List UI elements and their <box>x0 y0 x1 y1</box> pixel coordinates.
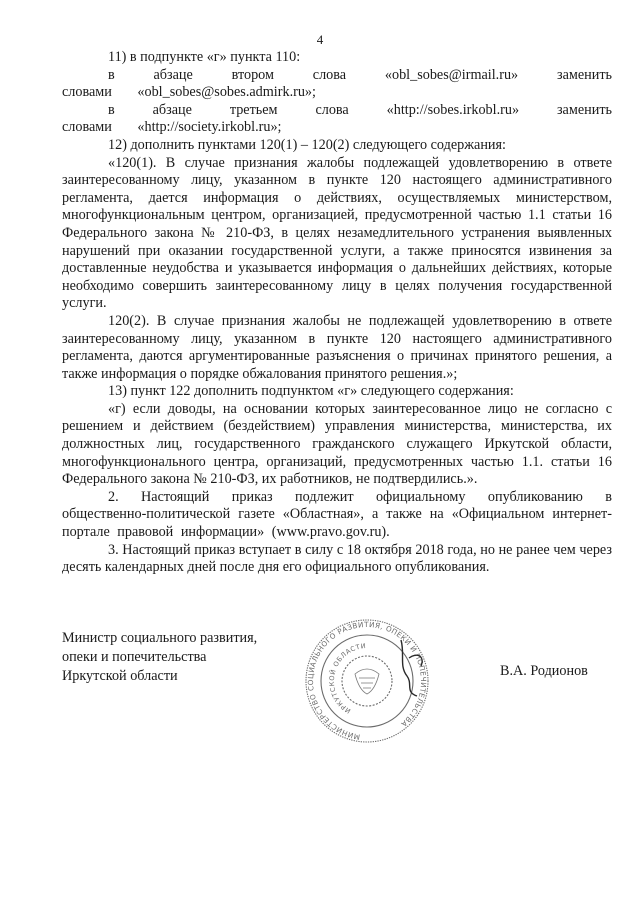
paragraph-120-1: «120(1). В случае признания жалобы подлежащей удовлетворению в ответе заинтересованному лицу, указанном в пункте 120 настоящего административного регламента, дается информация о действиях, осуществляемых министерством, многофункциональным центром, организацией, предусмотренной частью 1.1 статьи 16 Федерального закона № 210-ФЗ, в целях незамедлительного устранения выявленных нарушений при оказании государственной услуги, а также приносятся извинения за доставленные неудобства и указывается информация о дальнейших действиях, которые необходимо совершить заинтересованному лицу в целях получения государственной услуги. <box>62 154 612 312</box>
seal-outer-text: МИНИСТЕРСТВО СОЦИАЛЬНОГО РАЗВИТИЯ, ОПЕКИ И ПОПЕЧИТЕЛЬСТВА <box>305 619 429 742</box>
paragraph-11: 11) в подпункте «г» пункта 110: <box>108 49 301 65</box>
paragraph-2: 2. Настоящий приказ подлежит официальному опубликованию в общественно-политической газете «Областная», а также на «Официальном интернет-портале правовой информации» (www.pravo.gov.ru). <box>62 488 612 541</box>
paragraph-11-a: в абзаце втором слова «obl_sobes@irmail.ru» заменить словами «obl_sobes@sobes.admirk.ru»; <box>62 66 612 101</box>
paragraph-11-b: в абзаце третьем слова «http://sobes.irkobl.ru» заменить словами «http://society.irkobl.ru»; <box>62 101 612 136</box>
document-body <box>62 49 612 577</box>
seal-inner-text: ИРКУТСКОЙ ОБЛАСТИ <box>327 641 367 716</box>
signatory-title-line: Министр социального развития, <box>62 630 258 646</box>
seal-inner-ring <box>342 656 392 706</box>
paragraph-12: 12) дополнить пунктами 120(1) – 120(2) следующего содержания: <box>108 136 506 153</box>
signatory-title <box>62 629 302 686</box>
page-number: 4 <box>316 32 324 47</box>
signatory-name: В.А. Родионов <box>500 663 588 679</box>
signatory-title-line: опеки и попечительства <box>62 649 207 665</box>
paragraph-120-2: 120(2). В случае признания жалобы не подлежащей удовлетворению в ответе заинтересованному лицу, указанном в пункте 120 настоящего административного регламента, даются аргументированные разъяснения о причинах принятого решения, а также информация о порядке обжалования принятого решения.»; <box>62 312 612 382</box>
svg-text:ИРКУТСКОЙ ОБЛАСТИ <box>328 642 367 715</box>
paragraph-3: 3. Настоящий приказ вступает в силу с 18 октября 2018 года, но не ранее чем через десять календарных дней после дня его официального опубликования. <box>62 541 612 576</box>
seal-emblem <box>355 669 379 694</box>
handwritten-signature <box>395 636 431 698</box>
paragraph-13: 13) пункт 122 дополнить подпунктом «г» следующего содержания: <box>108 383 514 400</box>
paragraph-13-g: «г) если доводы, на основании которых заинтересованное лицо не согласно с решением и действием (бездействием) управления министерства, министерства, их должностных лиц, государственного гражданского служащего Иркутской области, многофункционального центра, организаций, предусмотренных частью 1.1. статьи 16 Федерального закона № 210-ФЗ, их работников, не подтвердились.». <box>62 400 612 488</box>
signatory-title-line: Иркутской области <box>62 668 178 684</box>
